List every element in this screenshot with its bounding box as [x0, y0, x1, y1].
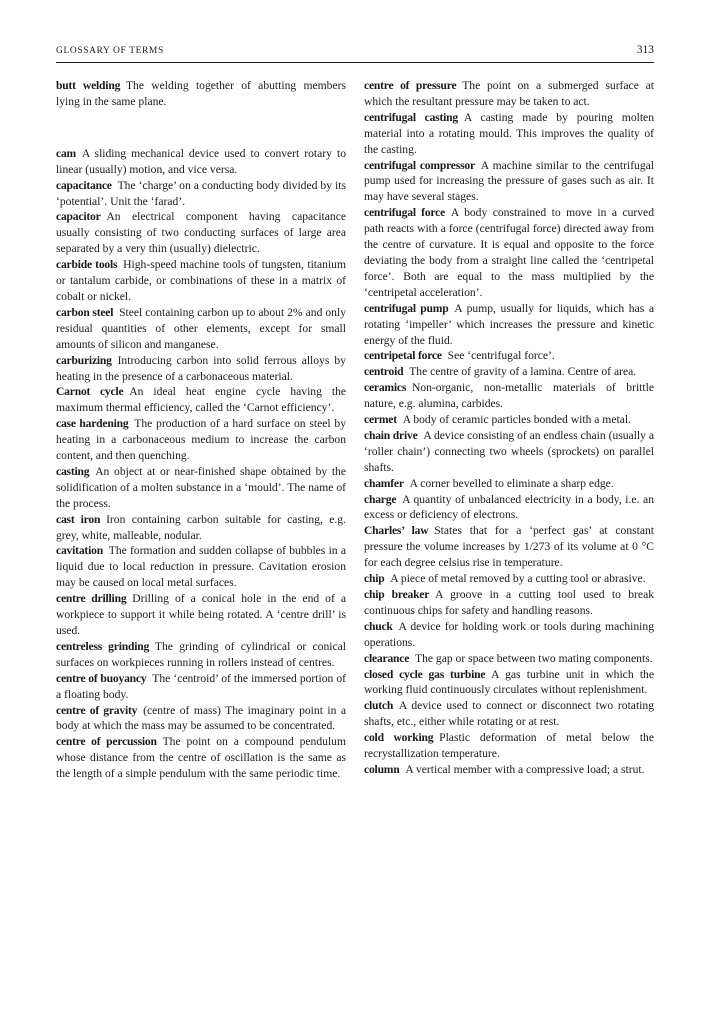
glossary-term: carburizing — [56, 353, 112, 367]
glossary-definition: An ideal heat engine cycle having the maximum thermal efficiency, called the ‘Carnot efficiency’. — [56, 385, 347, 415]
glossary-definition: Plastic deformation of metal below the recrystallization temperature. — [364, 731, 654, 761]
glossary-term: centripetal force — [364, 349, 442, 363]
glossary-definition: Introducing carbon into solid ferrous alloys by heating in the presence of a carbonaceous material. — [56, 353, 346, 383]
glossary-term: butt welding — [56, 79, 121, 92]
glossary-term: centrifugal pump — [364, 301, 449, 315]
glossary-entry — [364, 492, 654, 524]
glossary-definition: An electrical component having capacitance usually consisting of two conducting surfaces of large area separated by a very thin (usually) dielectric. — [56, 210, 346, 256]
glossary-term: centre of gravity — [56, 703, 138, 717]
glossary-entry — [364, 698, 654, 730]
glossary-entry — [364, 476, 654, 492]
glossary-term: column — [364, 762, 400, 776]
page-number: 313 — [636, 44, 654, 56]
running-header — [56, 44, 654, 63]
glossary-entry — [364, 301, 654, 349]
running-title: GLOSSARY OF TERMS — [56, 46, 164, 56]
glossary-definition: The gap or space between two mating components. — [415, 651, 653, 665]
glossary-term: cold working — [364, 731, 434, 745]
glossary-definition: A device for holding work or tools during machining operations. — [364, 619, 654, 649]
glossary-entry — [56, 543, 346, 591]
glossary-entry — [364, 587, 654, 619]
glossary-definition: The production of a hard surface on steel by heating in a carbonaceous medium to increase the carbon content, and then quenching. — [56, 417, 346, 463]
glossary-entry — [56, 353, 346, 385]
glossary-definition: A quantity of unbalanced electricity in a body, i.e. an excess or deficiency of electrons. — [364, 492, 654, 522]
glossary-definition: See ‘centrifugal force’. — [447, 349, 555, 363]
glossary-definition: States that for a ‘perfect gas’ at constant pressure the volume increases by 1/273 of its volume at 0 °C for each degree celsius rise in temperature. — [364, 524, 655, 570]
glossary-definition: Drilling of a conical hole in the end of a workpiece to support it while being rotated. A ‘centre drill’ is used. — [56, 592, 346, 637]
glossary-entry — [364, 364, 654, 380]
glossary-definition: A corner bevelled to eliminate a sharp edge. — [409, 476, 614, 490]
glossary-term: centre drilling — [56, 592, 127, 606]
glossary-entry — [56, 512, 346, 544]
glossary-term: cermet — [364, 413, 397, 427]
glossary-entry — [56, 384, 346, 416]
glossary-term: chain drive — [364, 428, 418, 442]
left-column — [56, 78, 346, 782]
glossary-definition: A vertical member with a compressive load; a strut. — [405, 762, 645, 776]
glossary-definition: A piece of metal removed by a cutting tool or abrasive. — [390, 572, 646, 586]
glossary-entry — [364, 158, 654, 206]
glossary-term: centroid — [364, 365, 404, 379]
glossary-definition: A body constrained to move in a curved path reacts with a force (centrifugal force) directed away from the centre of curvature. It is equal and opposite to the force deviating the body from a straight line called the ‘centripetal force’. Both are equal to the mass multiplied by the ‘centripetal acceleration’. — [364, 206, 654, 299]
glossary-entry — [56, 734, 346, 782]
glossary-term: case hardening — [56, 417, 129, 431]
glossary-definition: The formation and sudden collapse of bubbles in a liquid due to local reduction in pressure. Cavitation erosion may be caused on local metal surfaces. — [56, 544, 346, 590]
glossary-term: centre of buoyancy — [56, 671, 147, 685]
glossary-entry — [56, 639, 346, 671]
glossary-term: Charles’ law — [364, 524, 429, 538]
glossary-entry — [364, 523, 654, 571]
glossary-definition: Non-organic, non-metallic materials of brittle nature, e.g. alumina, carbides. — [364, 381, 654, 411]
right-column — [364, 78, 654, 778]
glossary-entry — [56, 209, 346, 257]
glossary-term: charge — [364, 492, 397, 506]
glossary-term: cast iron — [56, 512, 101, 526]
glossary-term: chamfer — [364, 476, 404, 490]
glossary-definition: The ‘charge’ on a conducting body divided by its ‘potential’. Unit the ‘farad’. — [56, 178, 346, 208]
glossary-entry — [56, 591, 346, 639]
glossary-term: clutch — [364, 699, 394, 713]
glossary-definition: The centre of gravity of a lamina. Centre of area. — [409, 365, 637, 379]
glossary-entry — [364, 428, 654, 476]
glossary-term: centre of pressure — [364, 79, 457, 92]
glossary-term: ceramics — [364, 381, 407, 395]
glossary-entry — [364, 380, 654, 412]
glossary-entry — [56, 178, 346, 210]
glossary-definition: An object at or near-finished shape obtained by the solidification of a molten substance in a ‘mould’. The name of the process. — [56, 464, 346, 510]
glossary-entry — [364, 412, 654, 428]
glossary-term: closed cycle gas turbine — [364, 667, 486, 681]
glossary-term: capacitor — [56, 210, 101, 224]
glossary-definition: Steel containing carbon up to about 2% and only residual quantities of other elements, except for small amounts of silicon and manganese. — [56, 305, 346, 351]
glossary-definition: The ‘centroid’ of the immersed portion of a floating body. — [56, 671, 347, 701]
glossary-entry — [364, 730, 654, 762]
glossary-definition: (centre of mass) The imaginary point in a body at which the mass may be assumed to be concentrated. — [56, 703, 346, 733]
glossary-definition: A device consisting of an endless chain (usually a ‘roller chain’) connecting two wheels (sprockets) on parallel shafts. — [364, 428, 654, 474]
glossary-definition: The point on a submerged surface at which the resultant pressure may be taken to act. — [364, 79, 655, 108]
glossary-term: chip breaker — [364, 588, 430, 601]
glossary-entry — [56, 416, 346, 464]
glossary-definition: A casting made by pouring molten material into a rotating mould. This improves the quality of the casting. — [364, 110, 654, 156]
glossary-term: centrifugal compressor — [364, 158, 475, 172]
glossary-entry — [364, 619, 654, 651]
glossary-term: carbide tools — [56, 258, 118, 272]
glossary-definition: The grinding of cylindrical or conical surfaces on workpieces running in rollers instead of centres. — [56, 639, 346, 669]
glossary-definition: A groove in a cutting tool used to break continuous chips for safety and handling reasons. — [364, 588, 655, 617]
glossary-term: centrifugal casting — [364, 110, 459, 124]
glossary-entry — [56, 703, 346, 735]
glossary-entry — [56, 257, 346, 305]
glossary-term: casting — [56, 464, 90, 478]
glossary-definition: A device used to connect or disconnect two rotating shafts, etc., either while rotating or at rest. — [364, 699, 654, 729]
glossary-term: clearance — [364, 651, 410, 665]
glossary-entry — [364, 762, 654, 778]
glossary-term: carbon steel — [56, 305, 114, 319]
glossary-definition: A body of ceramic particles bonded with a metal. — [402, 413, 631, 427]
glossary-term: chip — [364, 572, 385, 586]
glossary-entry — [364, 110, 654, 158]
glossary-definition: A pump, usually for liquids, which has a rotating ‘impeller’ which increases the pressure and kinetic energy of the fluid. — [364, 301, 654, 347]
glossary-term: chuck — [364, 619, 393, 633]
glossary-entry — [364, 667, 654, 699]
glossary-definition: The point on a compound pendulum whose distance from the centre of oscillation is the same as the length of a simple pendulum with the same periodic time. — [56, 735, 346, 781]
glossary-term: centrifugal force — [364, 206, 446, 220]
glossary-definition: Iron containing carbon suitable for casting, e.g. grey, white, malleable, nodular. — [56, 512, 346, 542]
glossary-definition: A sliding mechanical device used to convert rotary to linear (usually) motion, and vice versa. — [56, 146, 346, 176]
glossary-entry — [56, 146, 346, 178]
glossary-entry — [364, 348, 654, 364]
glossary-term: centre of percussion — [56, 735, 157, 749]
glossary-term: centreless grinding — [56, 639, 150, 653]
glossary-entry — [56, 78, 346, 110]
glossary-definition: A machine similar to the centrifugal pump used for increasing the pressure of gases such as air. It may have several stages. — [364, 158, 655, 204]
glossary-entry — [56, 305, 346, 353]
glossary-term: cavitation — [56, 544, 103, 558]
glossary-entry — [56, 464, 346, 512]
glossary-entry — [364, 651, 654, 667]
glossary-term: cam — [56, 146, 77, 160]
glossary-entry — [364, 205, 654, 300]
glossary-entry — [364, 571, 654, 587]
glossary-definition: The welding together of abutting members lying in the same plane. — [56, 79, 346, 108]
glossary-entry — [364, 78, 654, 110]
glossary-definition: High-speed machine tools of tungsten, titanium or tantalum carbide, or combinations of these in a matrix of cobalt or nickel. — [56, 258, 346, 303]
glossary-entry — [56, 671, 346, 703]
glossary-term: Carnot cycle — [56, 385, 124, 399]
glossary-definition: A gas turbine unit in which the working fluid continuously circulates without replenishment. — [364, 667, 654, 697]
glossary-term: capacitance — [56, 178, 112, 192]
